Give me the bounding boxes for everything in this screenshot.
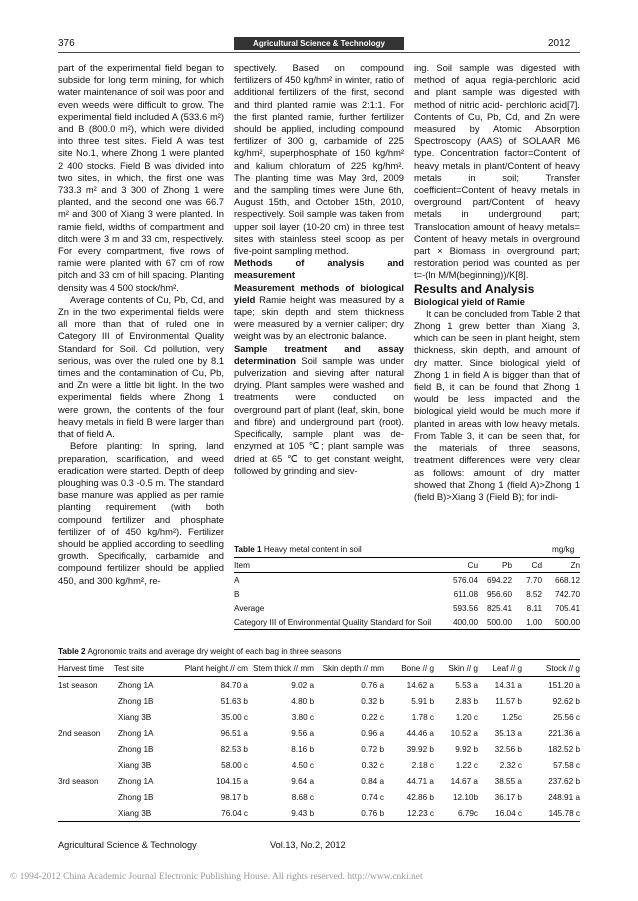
table-cell: 4.80 b: [291, 696, 314, 706]
table-cell: 58.00 c: [221, 760, 248, 770]
table-cell: 92.62 b: [552, 696, 580, 706]
table-cell: 1.25c: [501, 712, 522, 722]
table-cell: 12.23 c: [407, 808, 434, 818]
table-cell: 0.76 b: [361, 808, 384, 818]
page-number: 376: [58, 38, 75, 49]
table-cell: 2nd season: [58, 728, 101, 738]
table-row: [58, 741, 580, 757]
table-cell: 668.12: [554, 575, 580, 585]
table-cell: 742.70: [554, 589, 580, 599]
table-cell: 1.20 c: [455, 712, 478, 722]
table-header-cell: Plant height // cm: [184, 663, 248, 673]
table-cell: 705.41: [554, 603, 580, 613]
table-cell: 44.46 a: [406, 728, 434, 738]
table-cell: 2.18 c: [411, 760, 434, 770]
table-cell: 1st season: [58, 680, 98, 690]
column-1: [58, 62, 224, 587]
table-cell: Zhong 1B: [118, 744, 154, 754]
table-cell: 611.08: [453, 589, 478, 599]
table-cell: 5.91 b: [411, 696, 434, 706]
table-header-cell: Bone // g: [401, 663, 434, 673]
table-cell: Zhong 1A: [118, 728, 154, 738]
paragraph: It can be concluded from Table 2 that Zhong 1 grew better than Xiang 3, which can be seen in plant height, stem thickness, skin depth, and amount of dry matter. Since biological yield of Zhong 1 in field A is bigger than that of field B, it can be found that Zhong 1 would be less impacted and the biological yield would be much more if planted in areas with low heavy metals. From Table 3, it can be seen that, for the materials of three seasons, treatment differences were very clear as follows: amount of dry matter showed that Zhong 1 (field A)>Zhong 1 (field B)>Xiang 3 (Field B); for indi-: [414, 307, 580, 502]
table-cell: 8.68 c: [291, 792, 314, 802]
section-heading: Results and Analysis: [414, 281, 535, 296]
table-cell: 42.86 b: [406, 792, 434, 802]
table-cell: 38.55 a: [494, 776, 522, 786]
table-cell: 1.78 c: [411, 712, 434, 722]
table-cell: 400.00: [452, 617, 478, 627]
table-cell: 0.74 c: [361, 792, 384, 802]
table-cell: [58, 709, 114, 725]
table-row: [58, 725, 580, 741]
table-row: [58, 789, 580, 805]
paragraph: Before planting: In spring, land preparation, scarification, and weed eradication were started. Depth of deep ploughing was 0.3 -0.5 m. The standard base manure was applied as per ramie planting requirement (with both compound fertilizer and phosphate fertilizer of of 450 kg/hm²). Fertilizer should be applied according to seedling growth. Specifically, carbamide and compound fertilizer should be applied 450, and 300 kg/hm², re-: [58, 440, 224, 586]
table-header-cell: Zn: [570, 560, 580, 570]
paragraph: part of the experimental field began to subside for long term mining, for which water maintenance of soil was poor and even weeds were difficult to grow. The experimental field included A (533.6 m²) and B (800.0 m²), which were divided into three test sites. Field A was test site No.1, where Zhong 1 were planted 2 400 stocks. Field B was divided into two sites, in which, the first one was 733.3 m² and 3 300 of Zhong 1 were planted, and the second one was 66.7 m² and 300 of Xiang 3 were planted. In ramie field, widths of compartment and ditch were 3 m and 33 cm, respectively. For every compartment, five rows of ramie were planted with 67 cm of row pitch and 33 cm of hill spacing. Planting density was 4 500 stock/hm².: [58, 62, 224, 293]
table-header-cell: Cu: [467, 560, 478, 570]
table-cell: 39.92 b: [406, 744, 434, 754]
table-cell: 593.56: [452, 603, 478, 613]
journal-header-band: Agricultural Science & Technology: [234, 37, 404, 50]
table-cell: 6.79c: [457, 808, 478, 818]
paragraph: ing. Soil sample was digested with method of aqua regia-perchloric acid and plant sample was digested with method of nitric acid- perchloric acid[7]. Contents of Cu, Pb, Cd, and Zn were measured by Atomic Absorption Spectroscopy (AAS) of SOLAAR M6 type. Concentration factor=Content of heavy metals in plant/Content of heavy metals in soil; Transfer coefficient=Content of heavy metals in overground part/Content of heavy metals in underground part; Translocation amount of heavy metals= Content of heavy metals in overground part × Biomass in overground part; restoration period was counted as per t=-(ln M/M(beginning))/K[8].: [414, 62, 580, 281]
footer-journal: Agricultural Science & Technology: [58, 840, 197, 850]
table-cell: Zhong 1B: [118, 792, 154, 802]
table-cell: 11.57 b: [495, 696, 522, 706]
table-cell: [58, 693, 114, 709]
table-header-cell: Stock // g: [545, 663, 580, 673]
table-cell: 9.56 a: [291, 728, 314, 738]
table-cell: 8.52: [526, 589, 542, 599]
table-cell: 98.17 b: [220, 792, 248, 802]
table-cell: 14.62 a: [406, 680, 434, 690]
table-row: [58, 757, 580, 773]
table-row: [58, 773, 580, 789]
table-header-cell: Skin depth // mm: [322, 663, 384, 673]
subsection-heading: Measurement methods of biological yield: [234, 281, 404, 305]
table-cell: 14.31 a: [494, 680, 522, 690]
table-cell: 576.04: [452, 575, 478, 585]
section-heading: Methods of analysis and measurement: [234, 257, 404, 281]
table-cell: 44.71 a: [406, 776, 434, 786]
table-cell: 12.10b: [452, 792, 478, 802]
table-cell: 825.41: [486, 603, 512, 613]
table-header-cell: Item: [234, 560, 250, 570]
table-cell: 5.53 a: [455, 680, 478, 690]
table-row: [58, 677, 580, 694]
table-cell: 500.00: [486, 617, 512, 627]
table-cell: Zhong 1B: [118, 696, 154, 706]
table-header-cell: Pb: [501, 560, 512, 570]
table-cell: 14.67 a: [450, 776, 478, 786]
table-cell: 57.58 c: [553, 760, 580, 770]
table-cell: 7.70: [526, 575, 542, 585]
table-header-cell: Stem thick // mm: [253, 663, 314, 673]
table-cell: 1.22 c: [455, 760, 478, 770]
table-header-cell: Leaf // g: [492, 663, 522, 673]
table-header-cell: Skin // g: [448, 663, 478, 673]
table-cell: Zhong 1A: [118, 680, 154, 690]
table-cell: 1.00: [526, 617, 542, 627]
header-year: 2012: [548, 38, 571, 49]
paragraph: Ramie height was measured by a tape; skin depth and stem thickness were measured by a vernier caliper; dry weight was by an electronic balance.: [234, 293, 405, 342]
header-rule: [58, 52, 580, 53]
table-cell: 10.52 a: [450, 728, 478, 738]
table-cell: 36.17 b: [494, 792, 522, 802]
table-cell: 3rd season: [58, 776, 99, 786]
table-cell: 0.32 c: [361, 760, 384, 770]
subsection-heading: Sample treatment and assay determination: [234, 342, 404, 366]
table-cell: Xiang 3B: [118, 808, 152, 818]
table1: [234, 557, 580, 630]
table2: [58, 659, 580, 822]
paragraph: spectively. Based on compound fertilizers of 450 kg/hm² in winter, ratio of additional fertilizers of the first, second and third planted ramie was 2:1:1. For the first planted ramie, further fertilizer should be applied, including compound fertilizer of 300 g, carbamide of 225 kg/hm², superphosphate of 150 kg/hm² and kalium chloratum of 225 kg/hm². The planting time was May 3rd, 2009 and the sampling times were June 6th, August 15th, and October 15th, 2010, respectively. Soil sample was taken from upper soil layer (10-20 cm) in three test sites with stainless steel scoop as per five-point sampling method.: [234, 62, 404, 257]
table-cell: [58, 805, 114, 822]
table-cell: 0.22 c: [361, 712, 384, 722]
table-cell: 248.91 a: [548, 792, 580, 802]
table-cell: 2.83 b: [455, 696, 478, 706]
table-cell: Category III of Environmental Quality Standard for Soil: [234, 617, 432, 627]
table-cell: 35.13 a: [494, 728, 522, 738]
table-cell: 0.76 a: [361, 680, 384, 690]
table-cell: 221.36 a: [548, 728, 580, 738]
table-cell: 694.22: [486, 575, 512, 585]
table-cell: 2.32 c: [499, 760, 522, 770]
table2-caption: Table 2 Agronomic traits and average dry weight of each bag in three seasons: [58, 647, 342, 656]
table1-unit: mg/kg: [552, 545, 575, 554]
table-cell: 82.53 b: [220, 744, 248, 754]
table-cell: Xiang 3B: [118, 760, 152, 770]
table-cell: 9.02 a: [291, 680, 314, 690]
table-cell: 32.56 b: [494, 744, 522, 754]
table-cell: 182.52 b: [548, 744, 580, 754]
table-cell: 25.56 c: [553, 712, 580, 722]
table-cell: Zhong 1A: [118, 776, 154, 786]
table-cell: 8.16 b: [291, 744, 314, 754]
column-3: [414, 62, 580, 503]
table1-caption: Table 1 Heavy metal content in soil: [234, 545, 362, 554]
paragraph: Soil sample was under pulverization and sieving after natural drying. Plant samples were washed and treatments were conducted on overground part of plant (leaf, skin, bone and fibre) and underground part (root). Specifically, sample plant was de-enzymed at 105 ℃; plant sample was dried at 65 ℃ to get constant weight, followed by grinding and siev-: [234, 354, 404, 476]
footer-volume: Vol.13, No.2, 2012: [270, 840, 346, 850]
table-cell: 0.72 b: [361, 744, 384, 754]
subsection-heading: Biological yield of Ramie: [414, 295, 525, 307]
table-header-cell: Harvest time: [58, 663, 104, 673]
table-cell: [58, 757, 114, 773]
table-cell: 151.20 a: [548, 680, 580, 690]
table-row: [58, 709, 580, 725]
table-cell: 4.50 c: [291, 760, 314, 770]
table-row: [234, 601, 580, 615]
table-cell: 9.92 b: [455, 744, 478, 754]
table-cell: 96.51 a: [220, 728, 248, 738]
table-cell: 16.04 c: [495, 808, 522, 818]
table-cell: 0.96 a: [361, 728, 384, 738]
table-cell: 76.04 c: [221, 808, 248, 818]
table-cell: 237.62 b: [548, 776, 580, 786]
table-cell: Xiang 3B: [118, 712, 152, 722]
table-row: [58, 693, 580, 709]
table-row: [234, 615, 580, 630]
table-row: [58, 805, 580, 822]
table-cell: 956.60: [486, 589, 512, 599]
copyright-line: © 1994-2012 China Academic Journal Electronic Publishing House. All rights reserved. http://www.cnki.net: [10, 872, 423, 882]
table-cell: 9.43 b: [291, 808, 314, 818]
table-row: [234, 573, 580, 588]
table-cell: 500.00: [554, 617, 580, 627]
table-header-cell: Cd: [531, 560, 542, 570]
table-header-cell: Test site: [114, 663, 145, 673]
table-cell: 84.70 a: [220, 680, 248, 690]
table-row: [234, 587, 580, 601]
paragraph: Average contents of Cu, Pb, Cd, and Zn in the two experimental fields were all more than that of ruled one in Category III of Environmental Quality Standard for Soil. Cd pollution, very serious, was over the ruled one by 8.1 times and the contamination of Cu, Pb, and Zn were a little bit light. In the two experimental fields where Zhong 1 were grown, the contents of the four heavy metals in field B were larger than that of field A.: [58, 293, 224, 440]
column-2: [234, 62, 404, 477]
table-cell: Average: [234, 603, 265, 613]
table-cell: 0.84 a: [361, 776, 384, 786]
table-cell: 3.80 c: [291, 712, 314, 722]
table-cell: 0.32 b: [361, 696, 384, 706]
table-cell: 104.15 a: [216, 776, 248, 786]
table-cell: 9.64 a: [291, 776, 314, 786]
table-cell: 145.78 c: [548, 808, 580, 818]
table-cell: B: [234, 589, 240, 599]
table-cell: 51.63 b: [220, 696, 248, 706]
table-cell: 8.11: [526, 603, 542, 613]
table-cell: 35.00 c: [221, 712, 248, 722]
table-cell: [58, 741, 114, 757]
table-cell: A: [234, 575, 240, 585]
table-cell: [58, 789, 114, 805]
